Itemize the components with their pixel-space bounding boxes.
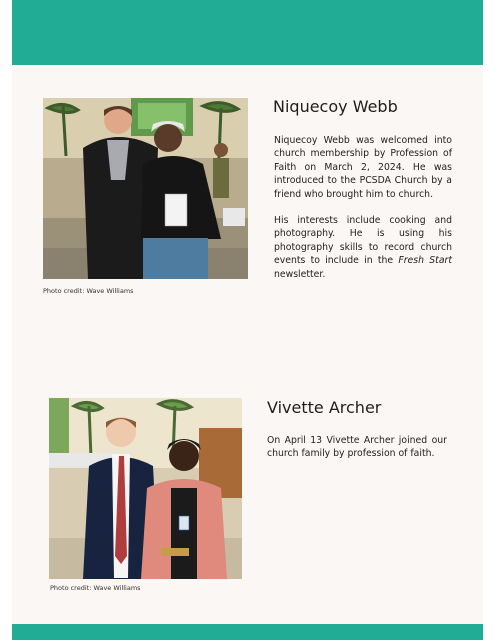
header-band	[12, 0, 483, 65]
photo-niquecoy-webb	[43, 98, 248, 279]
bio-paragraph: His interests include cooking and photography. He is using his photography skills to record church events to include in the Fresh Start newsletter.	[274, 215, 452, 280]
bio-paragraph: On April 13 Vivette Archer joined our church family by profession of faith.	[267, 435, 447, 460]
photo-credit: Photo credit: Wave Williams	[43, 287, 134, 295]
newsletter-title: Fresh Start	[398, 255, 452, 267]
photo-vivette-archer	[49, 398, 242, 579]
footer-band	[12, 624, 483, 640]
photo-credit: Photo credit: Wave Williams	[50, 584, 141, 592]
profile-bio	[267, 434, 447, 474]
bio-paragraph: Niquecoy Webb was welcomed into church membership by Profession of Faith on March 2, 2024. He was introduced to the PCSDA Church by a friend who brought him to church.	[274, 135, 452, 200]
profile-name: Niquecoy Webb	[273, 97, 398, 116]
profile-bio	[274, 134, 452, 294]
profile-name: Vivette Archer	[267, 398, 382, 417]
